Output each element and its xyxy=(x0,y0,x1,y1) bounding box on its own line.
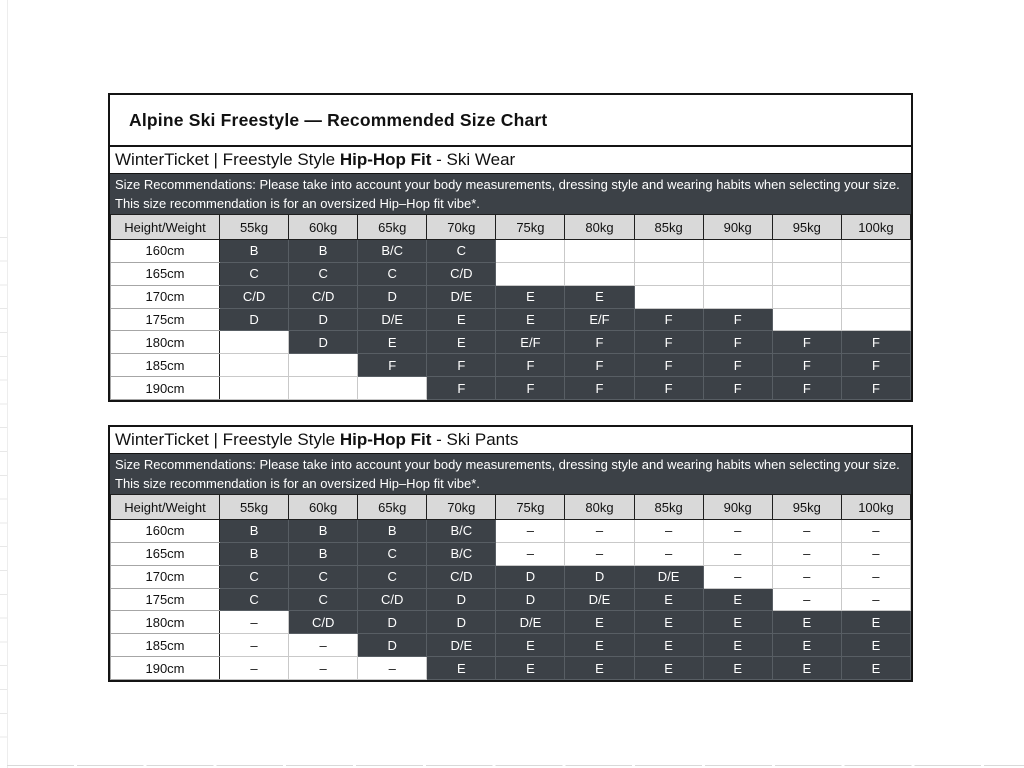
size-cell xyxy=(772,285,841,308)
size-cell: E xyxy=(427,308,496,331)
size-cell: F xyxy=(772,377,841,400)
size-cell: E xyxy=(841,611,910,634)
size-table-ski-wear xyxy=(110,214,911,400)
size-cell: E/F xyxy=(496,331,565,354)
size-cell: F xyxy=(634,331,703,354)
size-cell xyxy=(772,240,841,263)
size-cell: C xyxy=(220,588,289,611)
size-cell: C/D xyxy=(427,565,496,588)
column-header: 85kg xyxy=(634,495,703,520)
size-cell: C xyxy=(358,565,427,588)
size-cell: – xyxy=(772,565,841,588)
size-cell: F xyxy=(772,354,841,377)
size-cell: C/D xyxy=(358,588,427,611)
size-cell: – xyxy=(634,520,703,543)
table-row xyxy=(111,354,911,377)
size-cell: F xyxy=(358,354,427,377)
size-cell xyxy=(634,285,703,308)
table-row xyxy=(111,240,911,263)
column-header: 55kg xyxy=(220,215,289,240)
column-header: 75kg xyxy=(496,495,565,520)
size-cell: D xyxy=(496,565,565,588)
size-cell: F xyxy=(703,354,772,377)
size-cell: C xyxy=(220,565,289,588)
size-cell: – xyxy=(289,634,358,657)
size-cell: E xyxy=(634,588,703,611)
size-cell: – xyxy=(841,520,910,543)
size-cell: E xyxy=(703,611,772,634)
size-cell: D/E xyxy=(427,634,496,657)
size-cell xyxy=(772,262,841,285)
size-cell: D/E xyxy=(634,565,703,588)
size-cell: C xyxy=(220,262,289,285)
size-cell: B xyxy=(289,542,358,565)
size-cell: C/D xyxy=(289,611,358,634)
size-cell: – xyxy=(496,520,565,543)
size-cell: D xyxy=(565,565,634,588)
size-cell: F xyxy=(634,308,703,331)
size-cell: B xyxy=(220,542,289,565)
size-cell: – xyxy=(841,542,910,565)
size-cell: C/D xyxy=(220,285,289,308)
size-cell: E xyxy=(634,657,703,680)
row-label: 165cm xyxy=(111,262,220,285)
page-title: Alpine Ski Freestyle — Recommended Size Chart xyxy=(110,95,911,147)
size-cell xyxy=(220,377,289,400)
size-cell: D xyxy=(289,308,358,331)
row-label: 190cm xyxy=(111,377,220,400)
size-cell: – xyxy=(841,588,910,611)
size-cell: F xyxy=(841,354,910,377)
size-cell xyxy=(841,240,910,263)
size-cell: D xyxy=(289,331,358,354)
size-cell xyxy=(703,262,772,285)
size-cell: D xyxy=(496,588,565,611)
size-cell: D xyxy=(220,308,289,331)
size-cell: F xyxy=(703,331,772,354)
size-cell: F xyxy=(565,331,634,354)
size-cell: F xyxy=(841,331,910,354)
size-cell: C xyxy=(358,542,427,565)
size-cell: E xyxy=(427,331,496,354)
size-cell: E xyxy=(703,634,772,657)
size-cell xyxy=(220,331,289,354)
column-header: 80kg xyxy=(565,495,634,520)
column-header: 90kg xyxy=(703,495,772,520)
size-cell xyxy=(289,354,358,377)
size-cell: E xyxy=(841,634,910,657)
table-row xyxy=(111,331,911,354)
size-cell: F xyxy=(703,308,772,331)
size-cell xyxy=(496,240,565,263)
column-header: 95kg xyxy=(772,495,841,520)
size-cell: B xyxy=(358,520,427,543)
subtitle-fit-name: Hip-Hop Fit xyxy=(339,150,432,169)
size-cell: E xyxy=(634,634,703,657)
size-cell: E xyxy=(841,657,910,680)
size-cell: D xyxy=(358,285,427,308)
column-header: 65kg xyxy=(358,495,427,520)
size-cell: B xyxy=(289,240,358,263)
bottom-edge-gridline xyxy=(7,765,1024,766)
size-cell: D/E xyxy=(427,285,496,308)
size-cell: E xyxy=(703,657,772,680)
size-cell: C xyxy=(289,588,358,611)
size-cell xyxy=(634,262,703,285)
table-row xyxy=(111,520,911,543)
size-cell: B xyxy=(220,520,289,543)
size-cell: F xyxy=(634,377,703,400)
size-cell: D xyxy=(427,588,496,611)
size-cell: C xyxy=(427,240,496,263)
size-cell xyxy=(703,285,772,308)
row-label: 185cm xyxy=(111,354,220,377)
column-header: 100kg xyxy=(841,495,910,520)
size-cell: E xyxy=(565,285,634,308)
size-cell xyxy=(841,285,910,308)
size-cell: B/C xyxy=(427,542,496,565)
size-note-ski-wear: Size Recommendations: Please take into account your body measurements, dressing style and wearing habits when selecting your size. This size recommendation is for an oversized Hip–Hop fit vibe*. xyxy=(110,174,911,214)
table-row xyxy=(111,377,911,400)
size-cell: C xyxy=(289,262,358,285)
column-header: 60kg xyxy=(289,495,358,520)
column-header: 55kg xyxy=(220,495,289,520)
row-label: 170cm xyxy=(111,285,220,308)
row-label: 160cm xyxy=(111,240,220,263)
table-row xyxy=(111,611,911,634)
size-note-ski-pants: Size Recommendations: Please take into account your body measurements, dressing style and wearing habits when selecting your size. This size recommendation is for an oversized Hip–Hop fit vibe*. xyxy=(110,454,911,494)
column-header: 95kg xyxy=(772,215,841,240)
size-cell: C xyxy=(289,565,358,588)
subtitle-ski-pants xyxy=(110,427,911,454)
size-cell: E xyxy=(565,634,634,657)
size-cell: E xyxy=(496,634,565,657)
subtitle-prefix: WinterTicket | Freestyle Style xyxy=(115,150,340,169)
size-cell: E xyxy=(358,331,427,354)
size-cell: F xyxy=(634,354,703,377)
size-cell xyxy=(358,377,427,400)
size-cell: F xyxy=(496,354,565,377)
table-row xyxy=(111,634,911,657)
size-cell: F xyxy=(772,331,841,354)
left-edge-row-ticks xyxy=(0,214,7,760)
column-header: 65kg xyxy=(358,215,427,240)
row-label: 175cm xyxy=(111,588,220,611)
size-cell: – xyxy=(703,520,772,543)
size-cell: F xyxy=(703,377,772,400)
size-cell: D xyxy=(358,634,427,657)
size-cell: E xyxy=(427,657,496,680)
size-chart-block-ski-wear xyxy=(108,93,913,402)
subtitle-suffix: - Ski Pants xyxy=(431,430,519,449)
subtitle-ski-wear xyxy=(110,147,911,174)
row-label: 165cm xyxy=(111,542,220,565)
table-row xyxy=(111,657,911,680)
size-cell: – xyxy=(220,657,289,680)
column-header: 100kg xyxy=(841,215,910,240)
table-row xyxy=(111,565,911,588)
size-cell: – xyxy=(358,657,427,680)
table-row xyxy=(111,262,911,285)
size-cell: E xyxy=(496,285,565,308)
size-cell xyxy=(565,240,634,263)
column-header: Height/Weight xyxy=(111,495,220,520)
size-cell xyxy=(703,240,772,263)
size-cell: F xyxy=(427,354,496,377)
size-cell: E xyxy=(565,611,634,634)
size-cell: F xyxy=(496,377,565,400)
size-cell xyxy=(772,308,841,331)
size-cell xyxy=(841,262,910,285)
size-cell: – xyxy=(772,520,841,543)
size-cell xyxy=(634,240,703,263)
size-cell: D/E xyxy=(358,308,427,331)
size-cell: – xyxy=(565,542,634,565)
size-cell: C/D xyxy=(289,285,358,308)
column-header: 75kg xyxy=(496,215,565,240)
size-cell: E xyxy=(772,634,841,657)
subtitle-suffix: - Ski Wear xyxy=(431,150,516,169)
size-cell: F xyxy=(841,377,910,400)
size-cell: – xyxy=(565,520,634,543)
size-cell: C/D xyxy=(427,262,496,285)
size-cell xyxy=(565,262,634,285)
size-cell: D/E xyxy=(496,611,565,634)
size-cell: – xyxy=(703,542,772,565)
left-edge-gridline xyxy=(7,0,8,768)
row-label: 170cm xyxy=(111,565,220,588)
size-cell: C xyxy=(358,262,427,285)
table-row xyxy=(111,285,911,308)
size-cell: – xyxy=(634,542,703,565)
size-cell: F xyxy=(565,377,634,400)
size-cell: D xyxy=(427,611,496,634)
size-chart-block-ski-pants xyxy=(108,425,913,682)
size-cell xyxy=(220,354,289,377)
column-header: 90kg xyxy=(703,215,772,240)
size-cell: D xyxy=(358,611,427,634)
size-cell: – xyxy=(289,657,358,680)
size-cell: – xyxy=(496,542,565,565)
size-cell: E xyxy=(772,611,841,634)
size-cell: E xyxy=(703,588,772,611)
size-cell: B xyxy=(289,520,358,543)
row-label: 180cm xyxy=(111,331,220,354)
size-cell: E/F xyxy=(565,308,634,331)
size-cell xyxy=(289,377,358,400)
table-row xyxy=(111,308,911,331)
column-header: Height/Weight xyxy=(111,215,220,240)
row-label: 185cm xyxy=(111,634,220,657)
size-cell: E xyxy=(496,308,565,331)
size-cell: E xyxy=(634,611,703,634)
column-header: 70kg xyxy=(427,215,496,240)
size-cell: F xyxy=(427,377,496,400)
size-cell: E xyxy=(496,657,565,680)
size-cell: F xyxy=(565,354,634,377)
size-cell: – xyxy=(703,565,772,588)
size-cell: – xyxy=(220,611,289,634)
size-cell xyxy=(841,308,910,331)
row-label: 180cm xyxy=(111,611,220,634)
table-row xyxy=(111,588,911,611)
size-cell: – xyxy=(220,634,289,657)
column-header: 70kg xyxy=(427,495,496,520)
size-cell: – xyxy=(772,542,841,565)
subtitle-prefix: WinterTicket | Freestyle Style xyxy=(115,430,340,449)
size-cell: B xyxy=(220,240,289,263)
table-row xyxy=(111,542,911,565)
column-header: 80kg xyxy=(565,215,634,240)
row-label: 190cm xyxy=(111,657,220,680)
size-cell: – xyxy=(841,565,910,588)
size-table-ski-pants xyxy=(110,494,911,680)
size-cell: D/E xyxy=(565,588,634,611)
row-label: 160cm xyxy=(111,520,220,543)
column-header: 60kg xyxy=(289,215,358,240)
size-cell: – xyxy=(772,588,841,611)
subtitle-fit-name: Hip-Hop Fit xyxy=(339,430,432,449)
column-header: 85kg xyxy=(634,215,703,240)
row-label: 175cm xyxy=(111,308,220,331)
size-cell: E xyxy=(565,657,634,680)
size-cell: E xyxy=(772,657,841,680)
size-cell xyxy=(496,262,565,285)
size-cell: B/C xyxy=(427,520,496,543)
size-cell: B/C xyxy=(358,240,427,263)
